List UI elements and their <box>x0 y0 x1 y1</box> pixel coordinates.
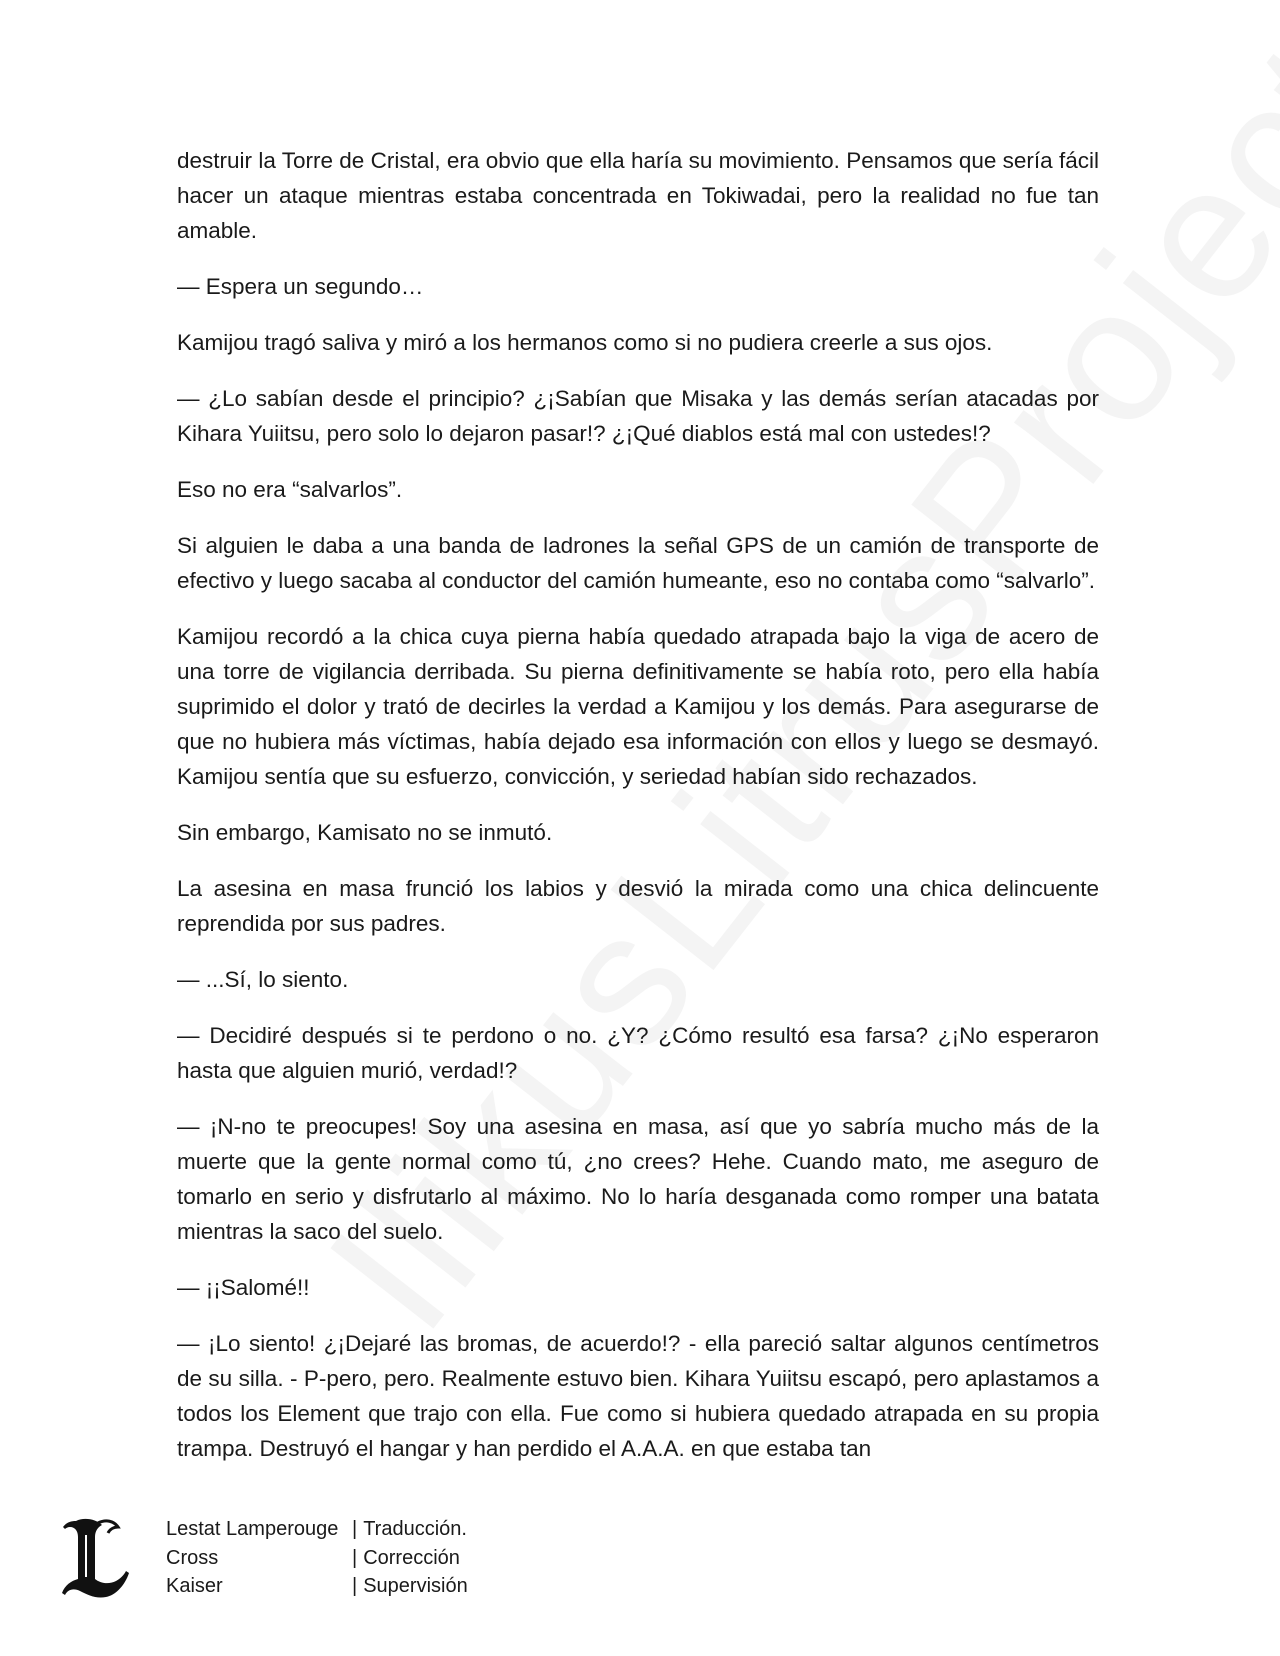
credit-name: Kaiser <box>166 1575 223 1597</box>
paragraph: Kamijou tragó saliva y miró a los hermanos como si no pudiera creerle a sus ojos. <box>177 330 993 355</box>
paragraph: — ¡N-no te preocupes! Soy una asesina en masa, así que yo sabría mucho más de la muerte que la gente normal como tú, ¿no crees? Hehe. Cuando mato, me aseguro de tomarlo en serio y disfrutarlo al máximo. No lo haría desganada como romper una batata mientras la saco del suelo. <box>177 1114 1099 1244</box>
paragraph: Sin embargo, Kamisato no se inmutó. <box>177 820 553 845</box>
paragraph: Si alguien le daba a una banda de ladrones la señal GPS de un camión de transporte de efectivo y luego sacaba al conductor del camión humeante, eso no contaba como “salvarlo”. <box>177 533 1099 593</box>
paragraph: — ¡¡Salomé!! <box>177 1275 310 1300</box>
paragraph: — ¿Lo sabían desde el principio? ¿¡Sabían que Misaka y las demás serían atacadas por Kihara Yuiitsu, pero solo lo dejaron pasar!? ¿¡Qué diablos está mal con ustedes!? <box>177 386 1099 446</box>
credit-row <box>166 1572 468 1601</box>
credit-name: Cross <box>166 1546 219 1569</box>
credit-role: Traducción. <box>363 1518 467 1540</box>
paragraph: La asesina en masa frunció los labios y desvió la mirada como una chica delincuente reprendida por sus padres. <box>177 876 1099 936</box>
credit-separator: | <box>352 1546 358 1569</box>
paragraph: destruir la Torre de Cristal, era obvio que ella haría su movimiento. Pensamos que sería fácil hacer un ataque mientras estaba concentrada en Tokiwadai, pero la realidad no fue tan amable. <box>177 148 1099 243</box>
paragraph: Kamijou recordó a la chica cuya pierna había quedado atrapada bajo la viga de acero de una torre de vigilancia derribada. Su pierna definitivamente se había roto, pero ella había suprimido el dolor y trató de decirles la verdad a Kamijou y los demás. Para asegurarse de que no hubiera más víctimas, había dejado esa información con ellos y luego se desmayó. Kamijou sentía que su esfuerzo, convicción, y seriedad habían sido rechazados. <box>177 624 1099 789</box>
credits <box>166 1515 468 1601</box>
paragraph: — Decidiré después si te perdono o no. ¿Y? ¿Cómo resultó esa farsa? ¿¡No esperaron hasta que alguien murió, verdad!? <box>177 1023 1099 1083</box>
paragraph: — ...Sí, lo siento. <box>177 967 349 992</box>
body-text <box>177 143 1099 1487</box>
credit-role: Supervisión <box>363 1575 468 1597</box>
credit-row <box>166 1544 468 1573</box>
gothic-letter-l-logo <box>62 1515 132 1603</box>
credit-role: Corrección <box>363 1546 460 1569</box>
paragraph: — ¡Lo siento! ¿¡Dejaré las bromas, de acuerdo!? - ella pareció saltar algunos centímetros de su silla. - P-pero, pero. Realmente estuvo bien. Kihara Yuiitsu escapó, pero aplastamos a todos los Element que trajo con ella. Fue como si hubiera quedado atrapada en su propia trampa. Destruyó el hangar y han perdido el A.A.A. en que estaba tan <box>177 1331 1099 1461</box>
credit-row <box>166 1515 468 1544</box>
paragraph: — Espera un segundo… <box>177 274 424 299</box>
credit-separator: | <box>352 1518 358 1540</box>
paragraph: Eso no era “salvarlos”. <box>177 477 403 502</box>
credit-name: Lestat Lamperouge <box>166 1518 339 1540</box>
footer <box>62 1515 562 1615</box>
credit-separator: | <box>352 1575 358 1597</box>
